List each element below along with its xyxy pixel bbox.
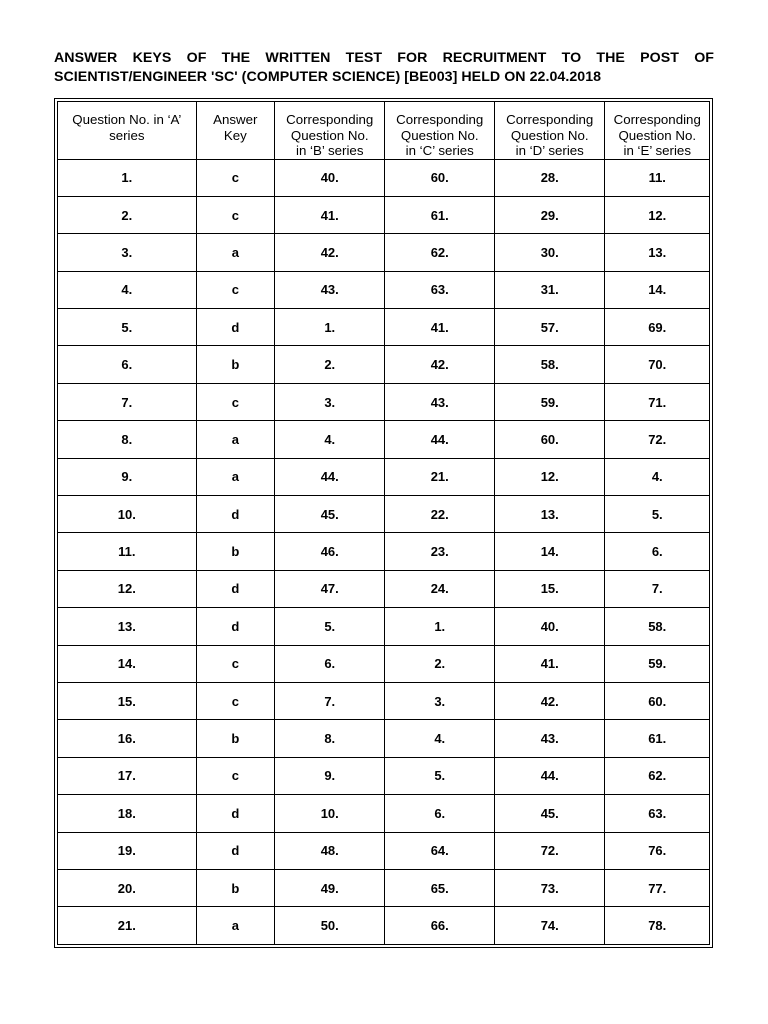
header-line: in ‘C’ series	[405, 143, 474, 158]
cell-answer-key: c	[196, 196, 274, 233]
table-row	[58, 832, 710, 869]
cell-question-no-d: 40.	[494, 608, 605, 645]
cell-question-no-c: 24.	[385, 570, 495, 607]
header-line: in ‘D’ series	[515, 143, 584, 158]
cell-question-no-a: 8.	[58, 421, 197, 458]
cell-question-no-a: 16.	[58, 720, 197, 757]
cell-question-no-c: 42.	[385, 346, 495, 383]
cell-answer-key: c	[196, 271, 274, 308]
header-answer-key	[196, 102, 274, 160]
header-line: Corresponding	[506, 112, 594, 127]
header-line: Question No.	[290, 127, 369, 143]
cell-question-no-b: 7.	[274, 682, 385, 719]
cell-question-no-a: 14.	[58, 645, 197, 682]
cell-question-no-e: 61.	[605, 720, 710, 757]
cell-question-no-a: 4.	[58, 271, 197, 308]
cell-question-no-b: 8.	[274, 720, 385, 757]
cell-question-no-a: 13.	[58, 608, 197, 645]
table-row	[58, 645, 710, 682]
cell-question-no-a: 12.	[58, 570, 197, 607]
header-question-no-c-series	[385, 102, 495, 160]
table-body	[58, 159, 710, 945]
cell-question-no-d: 74.	[494, 907, 605, 945]
cell-question-no-e: 70.	[605, 346, 710, 383]
cell-question-no-e: 13.	[605, 234, 710, 271]
cell-answer-key: c	[196, 383, 274, 420]
cell-question-no-e: 63.	[605, 795, 710, 832]
cell-answer-key: b	[196, 720, 274, 757]
cell-question-no-d: 30.	[494, 234, 605, 271]
cell-answer-key: c	[196, 645, 274, 682]
cell-question-no-a: 1.	[58, 159, 197, 196]
header-line: Question No.	[400, 127, 479, 143]
cell-question-no-d: 44.	[494, 757, 605, 794]
cell-question-no-a: 9.	[58, 458, 197, 495]
table-row	[58, 533, 710, 570]
cell-question-no-b: 1.	[274, 309, 385, 346]
cell-question-no-d: 58.	[494, 346, 605, 383]
answer-key-table-frame	[54, 98, 713, 948]
cell-question-no-e: 6.	[605, 533, 710, 570]
header-line: in ‘B’ series	[295, 143, 364, 158]
table-header	[58, 102, 710, 160]
cell-question-no-e: 78.	[605, 907, 710, 945]
cell-answer-key: a	[196, 458, 274, 495]
table-row	[58, 757, 710, 794]
cell-question-no-d: 29.	[494, 196, 605, 233]
cell-question-no-b: 6.	[274, 645, 385, 682]
cell-question-no-b: 41.	[274, 196, 385, 233]
cell-question-no-b: 4.	[274, 421, 385, 458]
cell-answer-key: a	[196, 234, 274, 271]
cell-question-no-c: 1.	[385, 608, 495, 645]
cell-question-no-c: 43.	[385, 383, 495, 420]
cell-question-no-b: 47.	[274, 570, 385, 607]
table-row	[58, 234, 710, 271]
cell-question-no-c: 64.	[385, 832, 495, 869]
table-row	[58, 869, 710, 906]
cell-question-no-c: 22.	[385, 496, 495, 533]
cell-question-no-d: 43.	[494, 720, 605, 757]
cell-question-no-b: 2.	[274, 346, 385, 383]
cell-question-no-d: 60.	[494, 421, 605, 458]
cell-question-no-d: 14.	[494, 533, 605, 570]
cell-question-no-a: 20.	[58, 869, 197, 906]
cell-question-no-e: 7.	[605, 570, 710, 607]
cell-question-no-e: 72.	[605, 421, 710, 458]
cell-question-no-c: 6.	[385, 795, 495, 832]
cell-question-no-d: 28.	[494, 159, 605, 196]
cell-answer-key: a	[196, 421, 274, 458]
header-line: Corresponding	[613, 112, 701, 127]
header-line: Corresponding	[396, 112, 484, 127]
table-row	[58, 907, 710, 945]
cell-question-no-c: 44.	[385, 421, 495, 458]
cell-question-no-c: 63.	[385, 271, 495, 308]
cell-question-no-c: 2.	[385, 645, 495, 682]
cell-question-no-a: 11.	[58, 533, 197, 570]
cell-question-no-b: 40.	[274, 159, 385, 196]
cell-answer-key: b	[196, 533, 274, 570]
cell-question-no-c: 3.	[385, 682, 495, 719]
table-row	[58, 346, 710, 383]
cell-question-no-e: 5.	[605, 496, 710, 533]
cell-answer-key: d	[196, 795, 274, 832]
cell-question-no-a: 7.	[58, 383, 197, 420]
header-line: Answer	[213, 112, 258, 127]
cell-question-no-b: 50.	[274, 907, 385, 945]
cell-question-no-c: 61.	[385, 196, 495, 233]
cell-question-no-e: 77.	[605, 869, 710, 906]
cell-question-no-c: 21.	[385, 458, 495, 495]
cell-question-no-d: 13.	[494, 496, 605, 533]
header-line: Question No.	[510, 127, 589, 143]
cell-question-no-e: 76.	[605, 832, 710, 869]
cell-question-no-a: 21.	[58, 907, 197, 945]
header-line: Key	[223, 127, 247, 143]
cell-question-no-a: 10.	[58, 496, 197, 533]
cell-question-no-d: 15.	[494, 570, 605, 607]
cell-question-no-c: 66.	[385, 907, 495, 945]
cell-question-no-d: 72.	[494, 832, 605, 869]
cell-answer-key: c	[196, 682, 274, 719]
table-row	[58, 608, 710, 645]
table-row	[58, 196, 710, 233]
cell-question-no-e: 60.	[605, 682, 710, 719]
document-title-line-1: ANSWER KEYS OF THE WRITTEN TEST FOR RECRUITMENT TO THE POST OF	[54, 50, 714, 66]
cell-question-no-a: 3.	[58, 234, 197, 271]
cell-question-no-b: 45.	[274, 496, 385, 533]
header-line: Question No.	[618, 127, 697, 143]
cell-question-no-b: 46.	[274, 533, 385, 570]
header-question-no-e-series	[605, 102, 710, 160]
cell-answer-key: b	[196, 346, 274, 383]
cell-question-no-b: 49.	[274, 869, 385, 906]
cell-question-no-e: 12.	[605, 196, 710, 233]
cell-question-no-a: 17.	[58, 757, 197, 794]
table-row	[58, 682, 710, 719]
table-row	[58, 458, 710, 495]
cell-question-no-e: 59.	[605, 645, 710, 682]
cell-question-no-c: 62.	[385, 234, 495, 271]
document-title	[54, 49, 714, 87]
cell-question-no-d: 57.	[494, 309, 605, 346]
table-row	[58, 795, 710, 832]
cell-question-no-e: 69.	[605, 309, 710, 346]
header-question-no-a-series	[58, 102, 197, 160]
table-row	[58, 309, 710, 346]
cell-question-no-e: 11.	[605, 159, 710, 196]
table-row	[58, 383, 710, 420]
cell-question-no-d: 31.	[494, 271, 605, 308]
table-row	[58, 159, 710, 196]
cell-question-no-b: 9.	[274, 757, 385, 794]
cell-question-no-b: 3.	[274, 383, 385, 420]
cell-question-no-b: 43.	[274, 271, 385, 308]
cell-question-no-a: 5.	[58, 309, 197, 346]
cell-answer-key: b	[196, 869, 274, 906]
header-question-no-d-series	[494, 102, 605, 160]
header-line: series	[109, 127, 145, 143]
cell-question-no-d: 42.	[494, 682, 605, 719]
cell-question-no-a: 19.	[58, 832, 197, 869]
cell-question-no-d: 73.	[494, 869, 605, 906]
table-row	[58, 496, 710, 533]
cell-question-no-c: 65.	[385, 869, 495, 906]
cell-question-no-c: 23.	[385, 533, 495, 570]
cell-question-no-d: 12.	[494, 458, 605, 495]
cell-question-no-e: 62.	[605, 757, 710, 794]
cell-question-no-b: 42.	[274, 234, 385, 271]
table-row	[58, 421, 710, 458]
header-line: in ‘E’ series	[623, 143, 691, 158]
cell-answer-key: d	[196, 309, 274, 346]
cell-question-no-c: 41.	[385, 309, 495, 346]
cell-question-no-c: 4.	[385, 720, 495, 757]
document-title-line-2: SCIENTIST/ENGINEER 'SC' (COMPUTER SCIENCE) [BE003] HELD ON 22.04.2018	[54, 69, 602, 85]
cell-question-no-d: 45.	[494, 795, 605, 832]
cell-answer-key: d	[196, 496, 274, 533]
cell-question-no-e: 71.	[605, 383, 710, 420]
cell-answer-key: d	[196, 570, 274, 607]
cell-question-no-c: 5.	[385, 757, 495, 794]
cell-answer-key: c	[196, 159, 274, 196]
cell-question-no-d: 59.	[494, 383, 605, 420]
cell-question-no-b: 48.	[274, 832, 385, 869]
cell-question-no-b: 44.	[274, 458, 385, 495]
cell-question-no-c: 60.	[385, 159, 495, 196]
table-row	[58, 271, 710, 308]
cell-question-no-e: 4.	[605, 458, 710, 495]
table-row	[58, 570, 710, 607]
cell-question-no-b: 5.	[274, 608, 385, 645]
cell-answer-key: d	[196, 608, 274, 645]
header-line: Question No. in ‘A’	[72, 112, 182, 127]
cell-question-no-a: 15.	[58, 682, 197, 719]
cell-question-no-e: 58.	[605, 608, 710, 645]
cell-answer-key: d	[196, 832, 274, 869]
cell-question-no-d: 41.	[494, 645, 605, 682]
table-header-row	[58, 102, 710, 160]
cell-question-no-a: 2.	[58, 196, 197, 233]
cell-question-no-b: 10.	[274, 795, 385, 832]
cell-question-no-a: 6.	[58, 346, 197, 383]
answer-key-table	[57, 101, 710, 945]
cell-answer-key: a	[196, 907, 274, 945]
cell-answer-key: c	[196, 757, 274, 794]
table-row	[58, 720, 710, 757]
cell-question-no-e: 14.	[605, 271, 710, 308]
header-line: Corresponding	[286, 112, 374, 127]
header-question-no-b-series	[274, 102, 385, 160]
cell-question-no-a: 18.	[58, 795, 197, 832]
